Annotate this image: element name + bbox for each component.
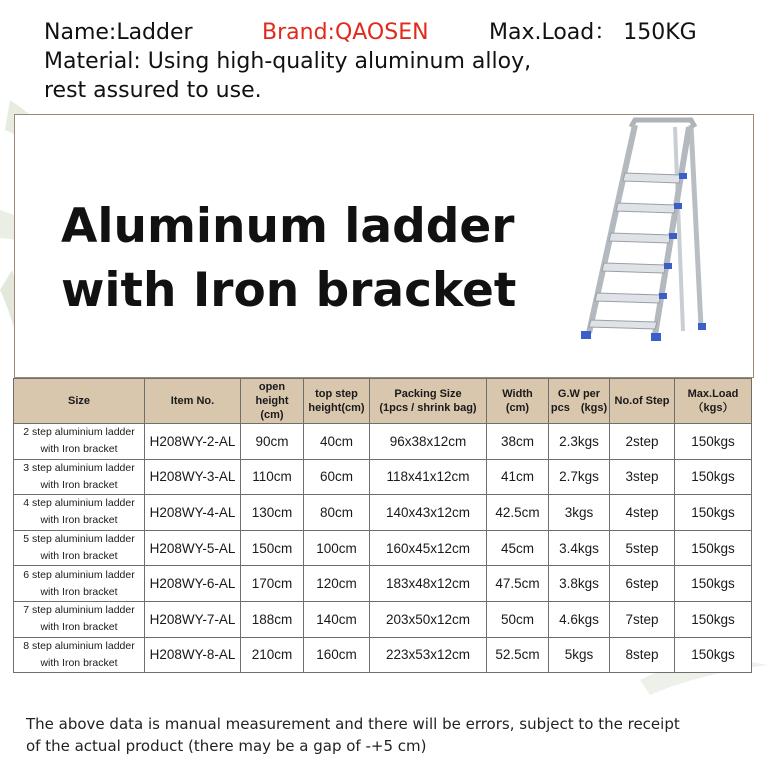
cell-packing-size: 140x43x12cm <box>370 495 487 531</box>
cell-size: 3 step aluminium ladder with Iron bracket <box>14 459 145 495</box>
cell-max-load: 150kgs <box>675 495 752 531</box>
cell-item-no: H208WY-8-AL <box>145 637 241 673</box>
cell-packing-size: 118x41x12cm <box>370 459 487 495</box>
col-header-gross-weight: G.W per pcs (kgs) <box>549 379 610 424</box>
table-row <box>14 530 752 566</box>
col-header-packing-size: Packing Size (1pcs / shrink bag) <box>370 379 487 424</box>
cell-open-height: 170cm <box>241 566 304 602</box>
aluminum-ladder-image <box>563 115 713 347</box>
cell-steps: 7step <box>610 601 675 637</box>
cell-item-no: H208WY-2-AL <box>145 424 241 460</box>
cell-steps: 3step <box>610 459 675 495</box>
cell-steps: 8step <box>610 637 675 673</box>
col-header-top-step: top step height(cm) <box>304 379 370 424</box>
cell-max-load: 150kgs <box>675 459 752 495</box>
cell-item-no: H208WY-7-AL <box>145 601 241 637</box>
cell-max-load: 150kgs <box>675 637 752 673</box>
measurement-note <box>26 713 756 757</box>
max-load: Max.Load： 150KG <box>489 20 697 45</box>
cell-gross-weight: 2.3kgs <box>549 424 610 460</box>
cell-top-step: 160cm <box>304 637 370 673</box>
cell-item-no: H208WY-5-AL <box>145 530 241 566</box>
cell-steps: 2step <box>610 424 675 460</box>
table-header-row <box>14 379 752 424</box>
banner-title-line-2: with Iron bracket <box>61 263 517 318</box>
banner-title <box>61 195 516 323</box>
cell-top-step: 120cm <box>304 566 370 602</box>
cell-gross-weight: 3.4kgs <box>549 530 610 566</box>
cell-width: 45cm <box>487 530 549 566</box>
cell-width: 42.5cm <box>487 495 549 531</box>
cell-size: 8 step aluminium ladder with Iron bracket <box>14 637 145 673</box>
table-row <box>14 495 752 531</box>
cell-item-no: H208WY-3-AL <box>145 459 241 495</box>
measurement-note-line-2: of the actual product (there may be a gap of -+5 cm) <box>26 737 427 755</box>
cell-steps: 4step <box>610 495 675 531</box>
cell-gross-weight: 3.8kgs <box>549 566 610 602</box>
measurement-note-line-1: The above data is manual measurement and there will be errors, subject to the receipt <box>26 715 680 733</box>
brand-name: Brand:QAOSEN <box>262 20 429 45</box>
cell-packing-size: 183x48x12cm <box>370 566 487 602</box>
cell-max-load: 150kgs <box>675 601 752 637</box>
col-header-item-no: Item No. <box>145 379 241 424</box>
cell-width: 41cm <box>487 459 549 495</box>
cell-open-height: 90cm <box>241 424 304 460</box>
cell-item-no: H208WY-6-AL <box>145 566 241 602</box>
cell-packing-size: 160x45x12cm <box>370 530 487 566</box>
cell-size: 7 step aluminium ladder with Iron bracket <box>14 601 145 637</box>
col-header-width: Width (cm) <box>487 379 549 424</box>
cell-top-step: 140cm <box>304 601 370 637</box>
cell-width: 52.5cm <box>487 637 549 673</box>
header-row <box>44 18 744 47</box>
table-row <box>14 459 752 495</box>
cell-top-step: 80cm <box>304 495 370 531</box>
table-row <box>14 424 752 460</box>
cell-top-step: 100cm <box>304 530 370 566</box>
cell-size: 6 step aluminium ladder with Iron bracket <box>14 566 145 602</box>
cell-steps: 5step <box>610 530 675 566</box>
cell-packing-size: 203x50x12cm <box>370 601 487 637</box>
material-line-1: Material: Using high-quality aluminum alloy, <box>44 49 532 74</box>
cell-top-step: 60cm <box>304 459 370 495</box>
spec-table <box>13 378 752 673</box>
product-header <box>44 18 744 105</box>
cell-size: 5 step aluminium ladder with Iron bracket <box>14 530 145 566</box>
cell-steps: 6step <box>610 566 675 602</box>
cell-open-height: 188cm <box>241 601 304 637</box>
cell-open-height: 210cm <box>241 637 304 673</box>
cell-width: 38cm <box>487 424 549 460</box>
spec-table-body <box>14 424 752 673</box>
cell-open-height: 130cm <box>241 495 304 531</box>
col-header-steps: No.of Step <box>610 379 675 424</box>
cell-size: 4 step aluminium ladder with Iron bracket <box>14 495 145 531</box>
cell-gross-weight: 4.6kgs <box>549 601 610 637</box>
cell-width: 50cm <box>487 601 549 637</box>
table-row <box>14 637 752 673</box>
cell-gross-weight: 2.7kgs <box>549 459 610 495</box>
cell-max-load: 150kgs <box>675 424 752 460</box>
cell-max-load: 150kgs <box>675 566 752 602</box>
table-row <box>14 601 752 637</box>
cell-open-height: 150cm <box>241 530 304 566</box>
cell-max-load: 150kgs <box>675 530 752 566</box>
cell-gross-weight: 5kgs <box>549 637 610 673</box>
title-banner <box>14 114 754 378</box>
cell-top-step: 40cm <box>304 424 370 460</box>
material-line-2: rest assured to use. <box>44 78 262 103</box>
cell-size: 2 step aluminium ladder with Iron bracket <box>14 424 145 460</box>
cell-packing-size: 223x53x12cm <box>370 637 487 673</box>
col-header-max-load: Max.Load （kgs） <box>675 379 752 424</box>
banner-title-line-1: Aluminum ladder <box>61 199 515 254</box>
cell-gross-weight: 3kgs <box>549 495 610 531</box>
cell-width: 47.5cm <box>487 566 549 602</box>
cell-packing-size: 96x38x12cm <box>370 424 487 460</box>
table-row <box>14 566 752 602</box>
cell-open-height: 110cm <box>241 459 304 495</box>
col-header-open-height: open height (cm) <box>241 379 304 424</box>
cell-item-no: H208WY-4-AL <box>145 495 241 531</box>
col-header-size: Size <box>14 379 145 424</box>
product-name: Name:Ladder <box>44 20 193 45</box>
